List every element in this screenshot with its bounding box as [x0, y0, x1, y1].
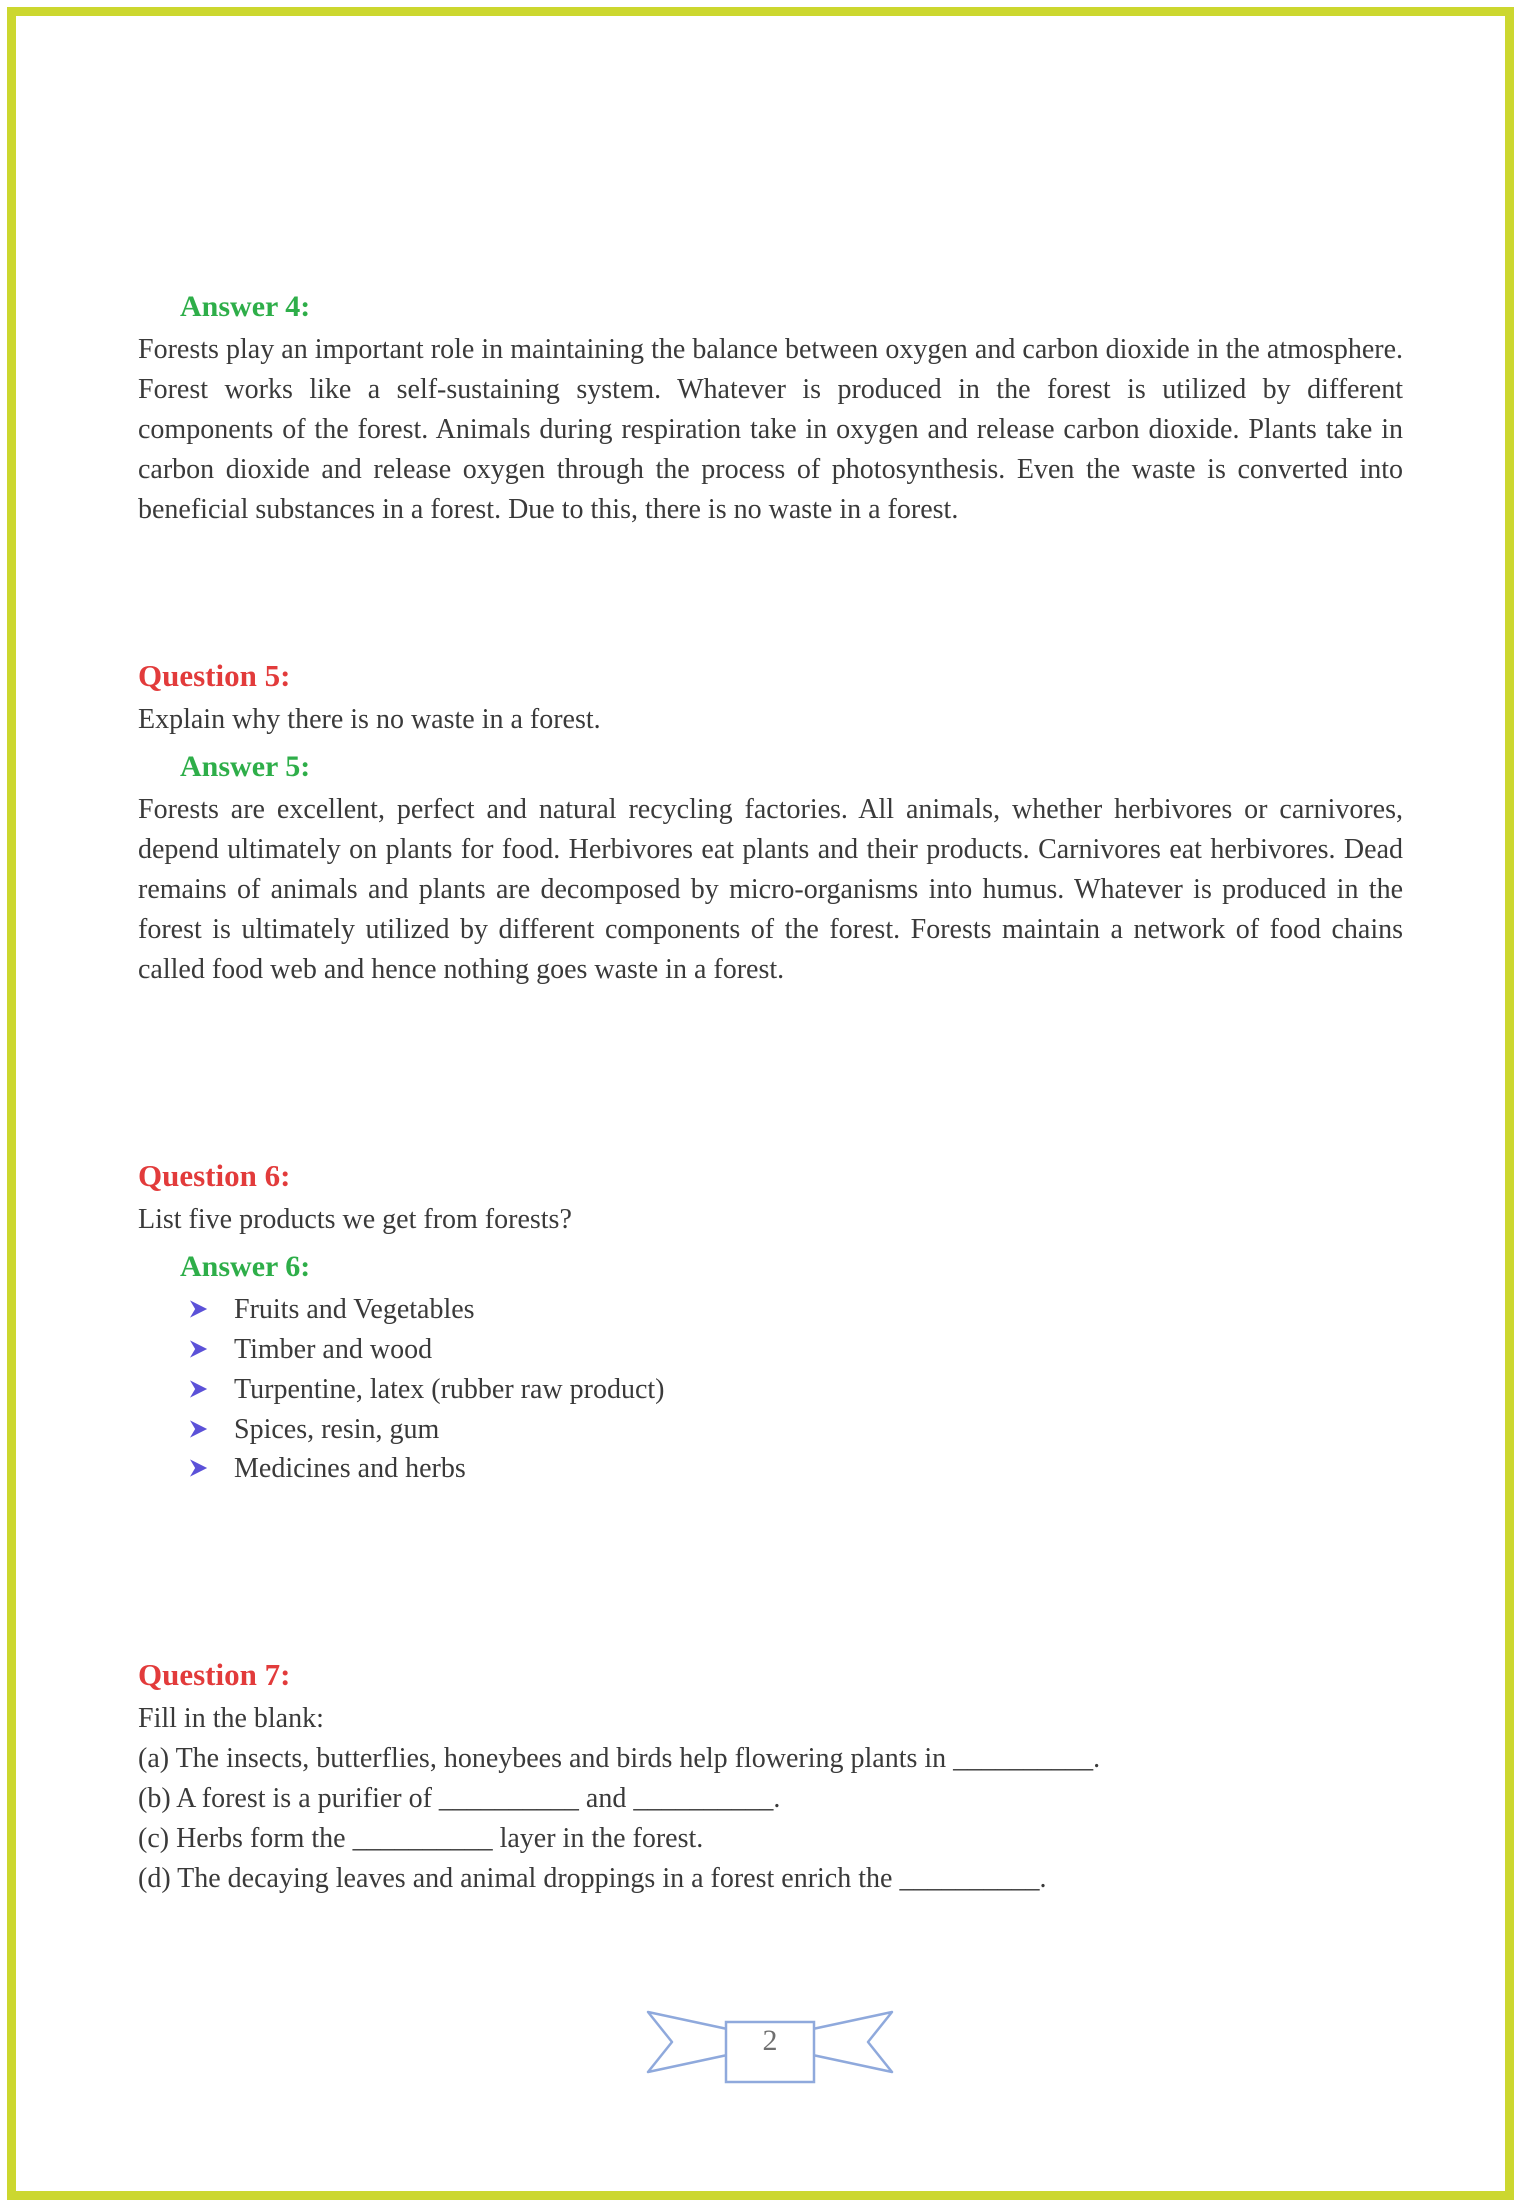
- list-item-label: Timber and wood: [234, 1334, 433, 1366]
- list-item-label: Spices, resin, gum: [234, 1413, 440, 1445]
- question-7-heading: Question 7:: [138, 1657, 291, 1693]
- list-item-label: Medicines and herbs: [234, 1453, 466, 1485]
- answer-5-body: Forests are excellent, perfect and natural recycling factories. All animals, whether herbivores or carnivores, depend ultimately on plants for food. Herbivores eat plants and their products. Carnivores eat herbivores. Dead remains of animals and plants are decomposed by micro-organisms into humus. Whatever is produced in the forest is ultimately utilized by different components of the forest. Forests maintain a network of food chains called food web and hence nothing goes waste in a forest.: [138, 794, 1403, 986]
- answer-4-body: Forests play an important role in maintaining the balance between oxygen and carbon dioxide in the atmosphere. Forest works like a self-sustaining system. Whatever is produced in the forest is utilized by different components of the forest. Animals during respiration take in oxygen and release carbon dioxide. Plants take in carbon dioxide and release oxygen through the process of photosynthesis. Even the waste is converted into beneficial substances in a forest. Due to this, there is no waste in a forest.: [138, 334, 1403, 526]
- answer-6-heading: Answer 6:: [180, 1250, 311, 1284]
- list-item: [190, 1370, 1403, 1410]
- list-item: [190, 1410, 1403, 1450]
- blank-item-d: (d) The decaying leaves and animal droppings in a forest enrich the __________.: [138, 1863, 1047, 1895]
- answer-4-heading: Answer 4:: [180, 290, 311, 323]
- list-item: [190, 1330, 1403, 1370]
- list-item: [190, 1290, 1403, 1330]
- arrow-bullet-icon: [190, 1299, 210, 1319]
- question-5-section: [138, 658, 1403, 990]
- blank-item-a: (a) The insects, butterflies, honeybees and birds help flowering plants in __________.: [138, 1743, 1101, 1775]
- forest-products-list: [138, 1290, 1403, 1489]
- list-item: [190, 1449, 1403, 1489]
- fill-in-the-blank-intro: Fill in the blank:: [138, 1703, 324, 1735]
- answer-5-heading: Answer 5:: [180, 750, 311, 784]
- question-6-section: [138, 1158, 1403, 1489]
- question-6-heading: Question 6:: [138, 1158, 291, 1194]
- list-item-label: Fruits and Vegetables: [234, 1294, 475, 1326]
- blank-item-b: (b) A forest is a purifier of __________ and __________.: [138, 1783, 781, 1815]
- page-footer: [138, 2000, 1402, 2090]
- arrow-bullet-icon: [190, 1458, 210, 1478]
- list-item-label: Turpentine, latex (rubber raw product): [234, 1373, 665, 1405]
- question-7-section: [138, 1657, 1403, 1899]
- arrow-bullet-icon: [190, 1339, 210, 1359]
- page-number-ribbon: [620, 2000, 920, 2090]
- arrow-bullet-icon: [190, 1379, 210, 1399]
- page-number: 2: [762, 2024, 778, 2057]
- answer-4-section: [138, 290, 1403, 530]
- arrow-bullet-icon: [190, 1419, 210, 1439]
- blank-item-c: (c) Herbs form the __________ layer in the forest.: [138, 1823, 704, 1855]
- question-6-body: List five products we get from forests?: [138, 1204, 572, 1236]
- question-5-heading: Question 5:: [138, 658, 291, 694]
- question-5-body: Explain why there is no waste in a forest.: [138, 704, 601, 736]
